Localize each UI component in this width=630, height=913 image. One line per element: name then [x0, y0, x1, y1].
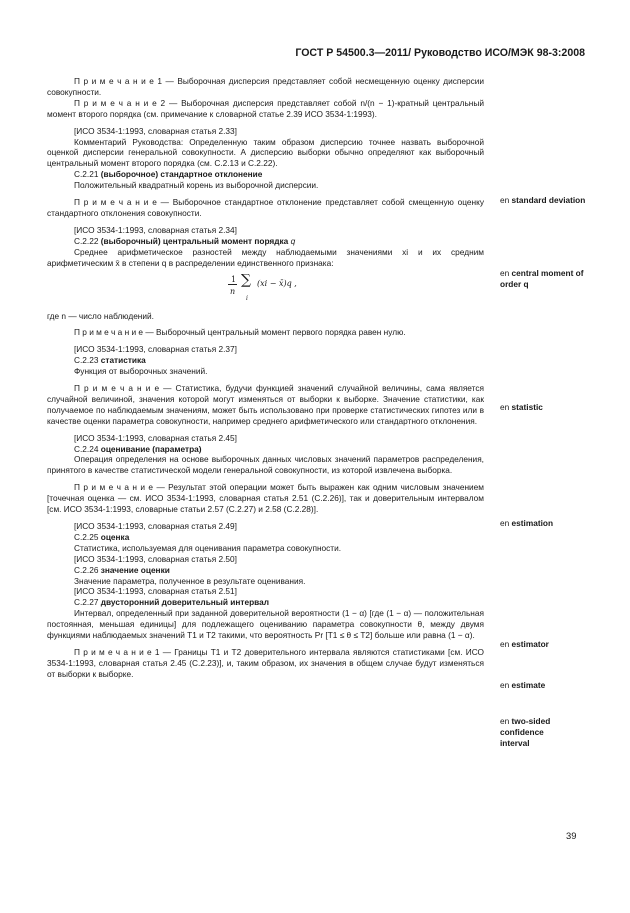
en-term-text: estimator [511, 639, 549, 649]
definition-c223: Функция от выборочных значений. [74, 366, 208, 377]
en-prefix: en [500, 402, 510, 412]
en-term-text: central moment of order q [500, 268, 584, 289]
page-header: ГОСТ Р 54500.3—2011/ Руководство ИСО/МЭК 98-3:2008 [295, 47, 585, 59]
en-prefix: en [500, 680, 510, 690]
note-c223: П р и м е ч а н и е — Статистика, будучи функцией значений случайной величины, сама является случайной величиной, значения которой могут изменяться от выборки к выборке. Значение статистики, как получаемое по наблюдаемым значениям, может быть использовано при проверке статистических гипотез или в качестве оценки параметра совокупности, например среднего арифметического или стандартного отклонения. [47, 383, 484, 426]
en-term-text: statistic [511, 402, 543, 412]
entry-heading-c223: С.2.23 статистика [74, 355, 146, 366]
note-c224: П р и м е ч а н и е — Результат этой операции может быть выражен как одним числовым значением [точечная оценка — см. ИСО 3534-1:1993, словарная статья 2.51 (С.2.26)], так и доверительным интервалом [см. ИСО 3534-1:1993, словарные статьи 2.57 (С.2.27) и 2.58 (С.2.28)]. [47, 482, 484, 515]
en-term-standard-deviation [500, 195, 590, 206]
entry-heading-c221: С.2.21 (выборочное) стандартное отклонение [74, 169, 263, 180]
definition-c222: Среднее арифметическое разностей между наблюдаемыми значениями xi и их средним арифметическим x̄ в степени q в распределении единственного признака: [47, 246, 484, 268]
reference-c221: [ИСО 3534-1:1993, словарная статья 2.34] [74, 224, 237, 235]
en-term-statistic [500, 402, 590, 413]
entry-heading-c227: С.2.27 двусторонний доверительный интервал [74, 597, 270, 608]
formula-body: (xi − x̄)q , [257, 278, 297, 288]
en-term-estimate [500, 680, 590, 691]
en-term-central-moment [500, 268, 590, 290]
entry-heading-c225: С.2.25 оценка [74, 531, 130, 542]
central-moment-formula [47, 273, 484, 309]
note-c222: П р и м е ч а н и е — Выборочный центральный момент первого порядка равен нулю. [74, 327, 406, 338]
en-prefix: en [500, 518, 510, 528]
en-term-two-sided [500, 716, 570, 749]
sum-index: i [246, 294, 248, 302]
reference-c226: [ИСО 3534-1:1993, словарная статья 2.51] [74, 586, 237, 597]
comment: Комментарий Руководства: Определенную таким образом дисперсию точнее назвать выборочной оценкой дисперсии генеральной совокупности. А дисперсию выборки обычно определяют как выборочный центральный момент второго порядка (см. С.2.13 и С.2.22). [47, 136, 484, 169]
en-term-text: estimate [511, 680, 546, 690]
definition-c226: Значение параметра, полученное в результате оценивания. [74, 575, 306, 586]
reference-c225: [ИСО 3534-1:1993, словарная статья 2.50] [74, 553, 237, 564]
main-text [47, 76, 484, 680]
en-prefix: en [500, 195, 510, 205]
note-1: П р и м е ч а н и е 1 — Выборочная дисперсия представляет собой несмещенную оценку дисперсии совокупности. [47, 76, 484, 97]
reference: [ИСО 3534-1:1993, словарная статья 2.33] [74, 125, 237, 136]
note-2: П р и м е ч а н и е 2 — Выборочная дисперсия представляет собой n/(n − 1)-кратный центральный момент второго порядка (см. примечание к словарной статье 2.39 ИСО 3534-1:1993). [47, 97, 484, 119]
fraction-bar [228, 284, 237, 285]
formula-numerator: 1 [231, 274, 237, 284]
en-term-text: estimation [511, 518, 554, 528]
en-prefix: en [500, 639, 510, 649]
where-clause: где n — число наблюдений. [47, 310, 154, 321]
en-term-estimation [500, 518, 590, 529]
en-term-text: two-sided confidence interval [500, 716, 551, 748]
note-c221: П р и м е ч а н и е — Выборочное стандартное отклонение представляет собой смещенную оценку стандартного отклонения совокупности. [47, 197, 484, 218]
entry-heading-c224: С.2.24 оценивание (параметра) [74, 443, 202, 454]
page-number: 39 [566, 830, 577, 841]
note-c227: П р и м е ч а н и е 1 — Границы T1 и T2 доверительного интервала являются статистиками [см. ИСО 3534-1:1993, словарная статья 2.45 (С.2.23)], и, таким образом, их значения в общем случае будут изменяться от выборки к выборке. [47, 646, 484, 679]
definition-c227: Интервал, определенный при заданной доверительной вероятности (1 − α) [где (1 − α) — положительная постоянная, меньшая единицы] для подлежащего оцениванию параметра совокупности θ, между двумя функциями наблюдаемых значений T1 и T2 такими, что вероятность Pr [T1 ≤ θ ≤ T2] больше или равна (1 − α). [47, 608, 484, 641]
reference-c223: [ИСО 3534-1:1993, словарная статья 2.45] [74, 432, 237, 443]
en-term-estimator [500, 639, 590, 650]
definition-c225: Статистика, используемая для оценивания параметра совокупности. [74, 542, 342, 553]
en-prefix: en [500, 268, 510, 278]
reference-c222: [ИСО 3534-1:1993, словарная статья 2.37] [74, 344, 237, 355]
definition-c221: Положительный квадратный корень из выборочной дисперсии. [74, 180, 319, 191]
en-prefix: en [500, 716, 510, 726]
entry-heading-c226: С.2.26 значение оценки [74, 564, 170, 575]
sum-sign: ∑ [241, 271, 251, 288]
entry-heading-c222: С.2.22 (выборочный) центральный момент порядка q [74, 235, 296, 246]
en-term-text: standard deviation [511, 195, 586, 205]
definition-c224: Операция определения на основе выборочных данных числовых значений параметров распределения, принятого в качестве статистической модели генеральной совокупности, из которой извлечена выборка. [47, 454, 484, 476]
formula-denominator: n [230, 286, 236, 296]
reference-c224: [ИСО 3534-1:1993, словарная статья 2.49] [74, 521, 237, 531]
